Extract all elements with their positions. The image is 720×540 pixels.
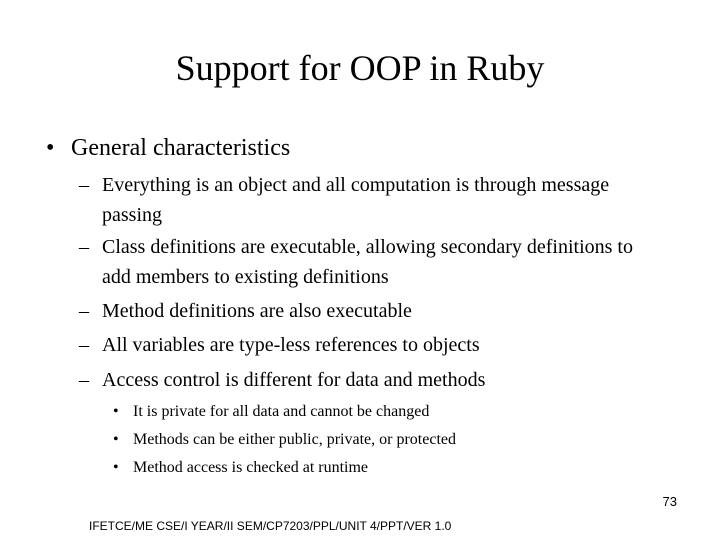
slide-title: Support for OOP in Ruby bbox=[175, 48, 545, 88]
sub-bullet-text: Class definitions are executable, allowing secondary definitions to add members to existing definitions bbox=[102, 236, 633, 288]
bullet-icon: • bbox=[46, 135, 55, 161]
sub-bullet-item bbox=[79, 365, 649, 395]
sub-bullet-item bbox=[79, 296, 649, 326]
detail-bullet-text: Methods can be either public, private, or protected bbox=[133, 431, 456, 448]
bullet-icon: • bbox=[113, 459, 119, 476]
sub-bullet-text: Everything is an object and all computation is through message passing bbox=[102, 174, 610, 226]
sub-bullet-item bbox=[79, 330, 649, 360]
dash-icon: – bbox=[79, 236, 89, 258]
detail-bullet-text: It is private for all data and cannot be changed bbox=[133, 403, 430, 420]
bullet-icon: • bbox=[113, 403, 119, 420]
main-bullet-text: General characteristics bbox=[71, 135, 291, 161]
dash-icon: – bbox=[79, 369, 89, 391]
sub-bullet-item bbox=[79, 232, 649, 292]
sub-bullet-text: All variables are type-less references to objects bbox=[102, 334, 480, 356]
dash-icon: – bbox=[79, 174, 89, 196]
dash-icon: – bbox=[79, 334, 89, 356]
detail-bullet-text: Method access is checked at runtime bbox=[133, 459, 369, 476]
sub-bullet-text: Method definitions are also executable bbox=[102, 300, 412, 322]
page-number: 73 bbox=[662, 494, 677, 509]
sub-bullet-item bbox=[79, 170, 649, 230]
dash-icon: – bbox=[79, 300, 89, 322]
sub-bullet-text: Access control is different for data and methods bbox=[102, 369, 486, 391]
footer-text: IFETCE/ME CSE/I YEAR/II SEM/CP7203/PPL/UNIT 4/PPT/VER 1.0 bbox=[89, 519, 452, 533]
bullet-icon: • bbox=[113, 431, 119, 448]
